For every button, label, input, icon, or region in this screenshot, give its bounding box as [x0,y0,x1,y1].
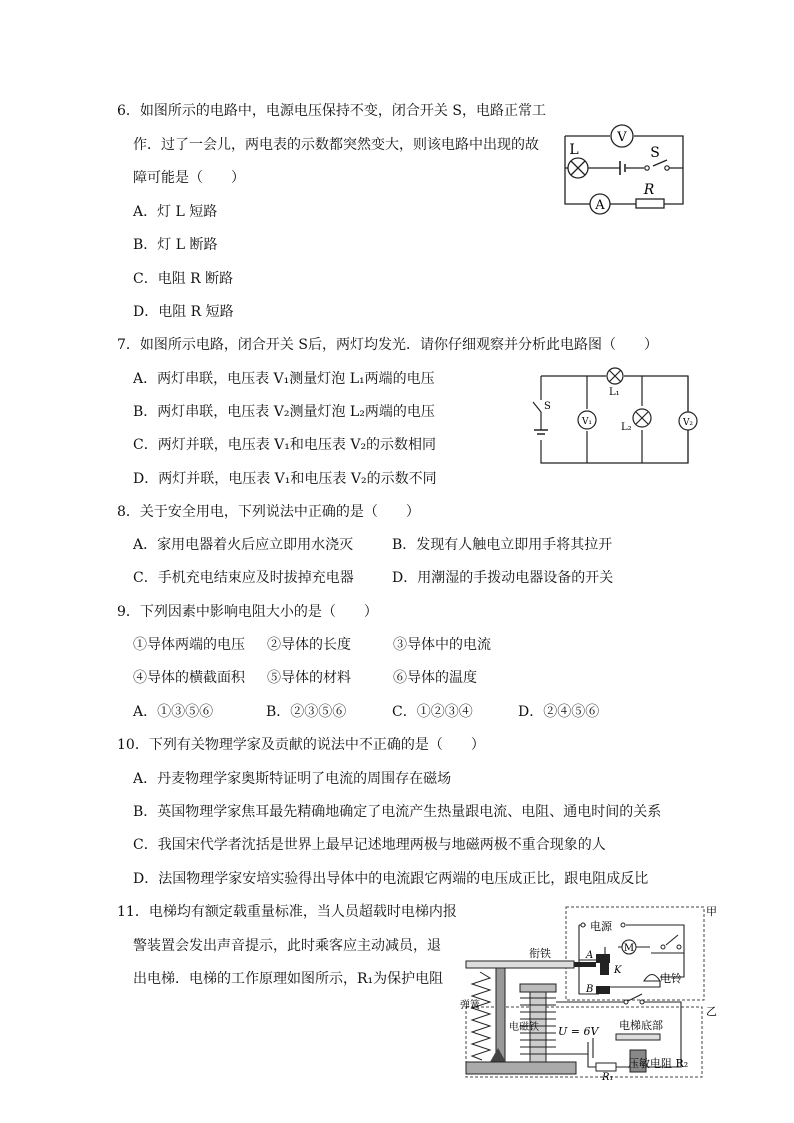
q7-stem: 7．如图所示电路，闭合开关 S后，两灯均发光．请你仔细观察并分析此电路图（ ） [117,337,658,353]
q11-contact-b: B [586,984,594,995]
q9-factor-3: ③导体中的电流 [393,637,491,653]
q11-label-yi: 乙 [706,1005,717,1018]
q6-option-c: C．电阻 R 断路 [133,271,234,287]
q8-option-c: C．手机充电结束应及时拔掉充电器 [133,570,354,586]
q9-option-d: D．②④⑤⑥ [518,704,600,720]
q10-option-a: A．丹麦物理学家奥斯特证明了电流的周围存在磁场 [133,771,452,787]
q9-factor-4: ④导体的横截面积 [133,670,245,686]
q7-option-b: B．两灯串联，电压表 V₂测量灯泡 L₂两端的电压 [133,404,435,420]
q6-circuit-diagram [558,118,690,216]
q7-option-a: A．两灯串联，电压表 V₁测量灯泡 L₁两端的电压 [133,371,435,387]
q9-option-c: C．①②③④ [392,704,473,720]
q6-switch-label: S [650,145,660,161]
q9-factor-2: ②导体的长度 [267,637,351,653]
q6-stem-line-3: 障可能是（ ） [133,170,245,186]
q11-electromagnet-label: 电磁铁 [509,1022,539,1033]
q9-option-a: A．①③⑤⑥ [133,704,214,720]
q7-circuit-diagram [524,362,700,468]
q11-stem-line-1: 11．电梯均有额定载重量标准，当人员超载时电梯内报 [117,904,457,920]
q9-factor-5: ⑤导体的材料 [267,670,351,686]
q6-resistor-label: R [643,182,655,198]
q8-option-d: D．用潮湿的手拨动电器设备的开关 [392,570,614,586]
q9-factor-6: ⑥导体的温度 [393,670,477,686]
q10-stem: 10．下列有关物理学家及贡献的说法中不正确的是（ ） [117,737,485,753]
q7-option-d: D．两灯并联，电压表 V₁和电压表 V₂的示数不同 [133,471,437,487]
q6-stem-line-1: 6．如图所示的电路中，电源电压保持不变，闭合开关 S，电路正常工 [117,103,546,119]
q11-contact-a: A [586,950,594,961]
q10-option-c: C．我国宋代学者沈括是世界上最早记述地理两极与地磁两极不重合现象的人 [133,837,606,853]
q7-voltmeter1-label: V₁ [581,417,593,427]
q11-bell-label: 电铃 [660,972,682,985]
q7-voltmeter2-label: V₂ [682,418,694,428]
q6-lamp-label: L [569,142,579,158]
q8-option-b: B．发现有人触电立即用手将其拉开 [392,537,613,553]
q11-r1-label: R₁ [602,1072,614,1082]
q6-option-d: D．电阻 R 短路 [133,304,234,320]
q11-contact-k: K [614,965,622,976]
q9-stem: 9．下列因素中影响电阻大小的是（ ） [117,604,378,620]
q11-power-label: 电源 [590,920,612,933]
q11-spring-label: 弹簧 [460,1000,480,1011]
q6-option-b: B．灯 L 断路 [133,237,218,253]
q6-voltmeter-label: V [617,130,627,145]
q8-stem: 8．关于安全用电，下列说法中正确的是（ ） [117,504,420,520]
q6-ammeter-label: A [595,198,605,213]
q6-option-a: A．灯 L 短路 [133,204,218,220]
q9-option-b: B．②③⑤⑥ [266,704,347,720]
q10-option-b: B．英国物理学家焦耳最先精确地确定了电流产生热量跟电流、电阻、通电时间的关系 [133,804,662,820]
q7-option-c: C．两灯并联，电压表 V₁和电压表 V₂的示数相同 [133,437,437,453]
q11-motor-label: M [623,943,635,954]
q11-floor-label: 电梯底部 [619,1019,663,1032]
q7-lamp1-label: L₁ [609,387,620,398]
q7-lamp2-label: L₂ [621,422,632,433]
q11-sensor-label: 压敏电阻 R₂ [628,1057,689,1070]
q9-factor-1: ①导体两端的电压 [133,637,245,653]
q8-option-a: A．家用电器着火后应立即用水浇灭 [133,537,354,553]
q11-label-jia: 甲 [706,905,717,918]
q11-armature-label: 衔铁 [529,947,551,960]
q10-option-d: D．法国物理学家安培实验得出导体中的电流跟它两端的电压成正比，跟电阻成反比 [133,871,649,887]
q6-stem-line-2: 作．过了一会儿，两电表的示数都突然变大，则该电路中出现的故 [133,137,539,153]
q11-voltage-label: U = 6V [558,1025,599,1038]
q11-elevator-diagram [446,902,722,1082]
q7-switch-label: S [544,401,551,412]
q11-stem-line-2: 警装置会发出声音提示，此时乘客应主动减员，退 [133,938,441,954]
q11-stem-line-3: 出电梯．电梯的工作原理如图所示，R₁为保护电阻 [133,971,444,987]
